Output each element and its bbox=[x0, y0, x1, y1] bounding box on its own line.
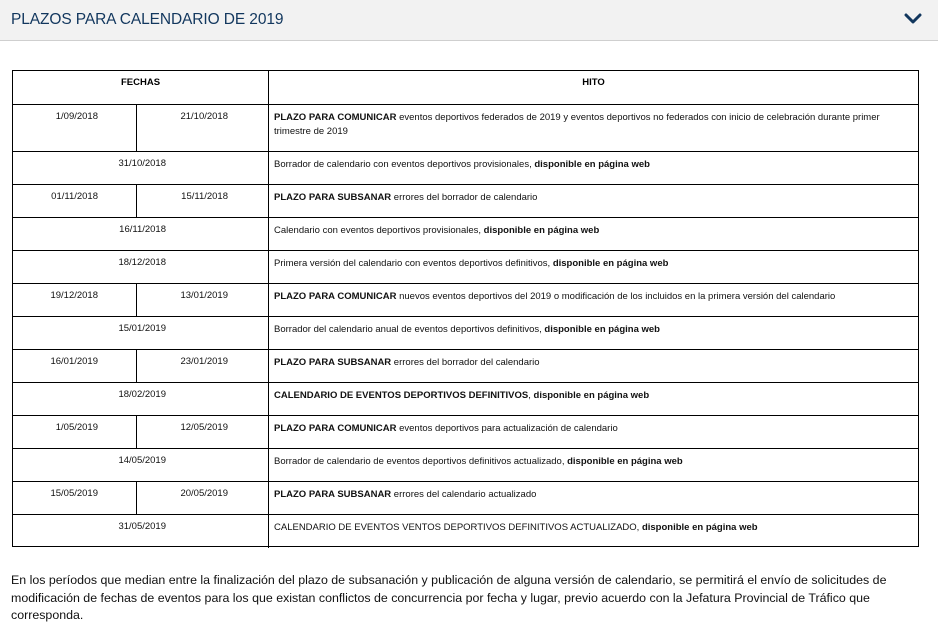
table-row bbox=[13, 152, 918, 185]
milestone-bold: PLAZO PARA SUBSANAR bbox=[274, 192, 392, 203]
table-header bbox=[13, 71, 918, 105]
web-availability-label: disponible en página web bbox=[533, 390, 650, 401]
table-row bbox=[13, 105, 918, 152]
start-date-text: 1/05/2019 bbox=[55, 422, 98, 433]
milestone-text: Borrador de calendario con eventos deportivos provisionales, bbox=[274, 159, 535, 170]
end-date-cell bbox=[137, 284, 269, 316]
milestone-cell bbox=[274, 455, 919, 469]
milestone-bold: PLAZO PARA COMUNICAR bbox=[274, 423, 397, 434]
milestone-cell bbox=[274, 521, 919, 535]
milestone-cell bbox=[274, 422, 919, 436]
milestone-cell bbox=[274, 323, 919, 337]
milestone-bold: PLAZO PARA COMUNICAR bbox=[274, 112, 397, 123]
date-cell bbox=[13, 251, 269, 283]
end-date-cell bbox=[137, 482, 269, 514]
deadlines-table bbox=[12, 70, 919, 547]
table-row bbox=[13, 482, 918, 515]
end-date-text: 20/05/2019 bbox=[180, 488, 228, 499]
date-text: 16/11/2018 bbox=[119, 224, 166, 235]
date-text: 14/05/2019 bbox=[118, 455, 166, 466]
web-availability-label: disponible en página web bbox=[641, 522, 758, 533]
milestone-text: errores del borrador del calendario bbox=[391, 357, 540, 368]
end-date-text: 12/05/2019 bbox=[180, 422, 228, 433]
start-date-text: 19/12/2018 bbox=[50, 290, 98, 301]
table-row bbox=[13, 218, 918, 251]
milestone-cell bbox=[274, 158, 919, 172]
web-availability-label: disponible en página web bbox=[544, 324, 660, 335]
column-header-hito: HITO bbox=[582, 77, 605, 88]
table-row bbox=[13, 383, 918, 416]
milestone-cell bbox=[274, 488, 919, 502]
milestone-text: Borrador del calendario anual de eventos deportivos definitivos, bbox=[274, 324, 545, 335]
start-date-text: 16/01/2019 bbox=[50, 356, 98, 367]
date-text: 18/12/2018 bbox=[118, 257, 166, 268]
web-availability-label: disponible en página web bbox=[483, 225, 600, 236]
milestone-bold: PLAZO PARA COMUNICAR bbox=[274, 291, 397, 302]
milestone-text: Calendario con eventos deportivos provisionales, bbox=[274, 225, 484, 236]
end-date-cell bbox=[137, 350, 269, 382]
date-cell bbox=[13, 449, 269, 481]
accordion-title: PLAZOS PARA CALENDARIO DE 2019 bbox=[11, 11, 284, 28]
end-date-cell bbox=[137, 416, 269, 448]
date-text: 15/01/2019 bbox=[118, 323, 166, 334]
end-date-text: 15/11/2018 bbox=[181, 191, 228, 202]
table-row bbox=[13, 449, 918, 482]
end-date-cell bbox=[137, 105, 269, 151]
table-row bbox=[13, 185, 918, 218]
milestone-cell bbox=[274, 356, 919, 370]
end-date-text: 21/10/2018 bbox=[180, 111, 228, 122]
table-row bbox=[13, 317, 918, 350]
web-availability-label: disponible en página web bbox=[534, 159, 650, 170]
date-cell bbox=[13, 515, 269, 548]
milestone-text: eventos deportivos para actualización de calendario bbox=[396, 423, 618, 434]
start-date-text: 15/05/2019 bbox=[50, 488, 98, 499]
date-cell bbox=[13, 152, 269, 184]
milestone-text: nuevos eventos deportivos del 2019 o modificación de los incluidos en la primera versión del calendario bbox=[396, 291, 836, 302]
milestone-cell bbox=[274, 191, 919, 205]
milestone-cell bbox=[274, 389, 919, 403]
table-row bbox=[13, 350, 918, 383]
milestone-text: errores del calendario actualizado bbox=[391, 489, 537, 500]
table-row bbox=[13, 515, 918, 548]
milestone-cell bbox=[274, 290, 919, 304]
milestone-text: CALENDARIO DE EVENTOS VENTOS DEPORTIVOS DEFINITIVOS ACTUALIZADO, bbox=[274, 522, 642, 533]
end-date-cell bbox=[137, 185, 269, 217]
milestone-cell bbox=[274, 224, 919, 238]
chevron-down-icon[interactable] bbox=[904, 12, 922, 26]
milestone-text: errores del borrador de calendario bbox=[391, 192, 538, 203]
start-date-text: 1/09/2018 bbox=[55, 111, 98, 122]
milestone-cell bbox=[274, 111, 919, 138]
milestone-bold: PLAZO PARA SUBSANAR bbox=[274, 357, 392, 368]
date-cell bbox=[13, 317, 269, 349]
milestone-bold: PLAZO PARA SUBSANAR bbox=[274, 489, 392, 500]
milestone-text: Primera versión del calendario con eventos deportivos definitivos, bbox=[274, 258, 553, 269]
footnote-paragraph: En los períodos que median entre la finalización del plazo de subsanación y publicación de alguna versión de calendario, se permitirá el envío de solicitudes de modificación de fechas de eventos para los que existan conflictos de concurrencia por fecha y lugar, previo acuerdo con la Jefatura Provincial de Tráfico que corresponda. bbox=[11, 573, 887, 623]
accordion-header[interactable] bbox=[0, 0, 938, 41]
web-availability-label: disponible en página web bbox=[567, 456, 683, 467]
date-cell bbox=[13, 218, 269, 250]
date-text: 31/10/2018 bbox=[118, 158, 166, 169]
date-cell bbox=[13, 383, 269, 415]
milestone-text: , bbox=[528, 390, 534, 401]
start-date-text: 01/11/2018 bbox=[51, 191, 98, 202]
table-row bbox=[13, 416, 918, 449]
date-text: 18/02/2019 bbox=[118, 389, 166, 400]
milestone-text: Borrador de calendario de eventos deportivos definitivos actualizado, bbox=[274, 456, 568, 467]
milestone-text: eventos deportivos federados de 2019 y eventos deportivos no federados con inicio de celebración durante primer trimestre de 2019 bbox=[274, 112, 880, 137]
column-header-fechas: FECHAS bbox=[13, 71, 269, 104]
milestone-cell bbox=[274, 257, 919, 271]
milestone-bold: CALENDARIO DE EVENTOS DEPORTIVOS DEFINITIVOS bbox=[274, 390, 529, 401]
web-availability-label: disponible en página web bbox=[552, 258, 669, 269]
table-row bbox=[13, 284, 918, 317]
date-text: 31/05/2019 bbox=[118, 521, 166, 532]
end-date-text: 23/01/2019 bbox=[180, 356, 228, 367]
table-row bbox=[13, 251, 918, 284]
end-date-text: 13/01/2019 bbox=[180, 290, 228, 301]
